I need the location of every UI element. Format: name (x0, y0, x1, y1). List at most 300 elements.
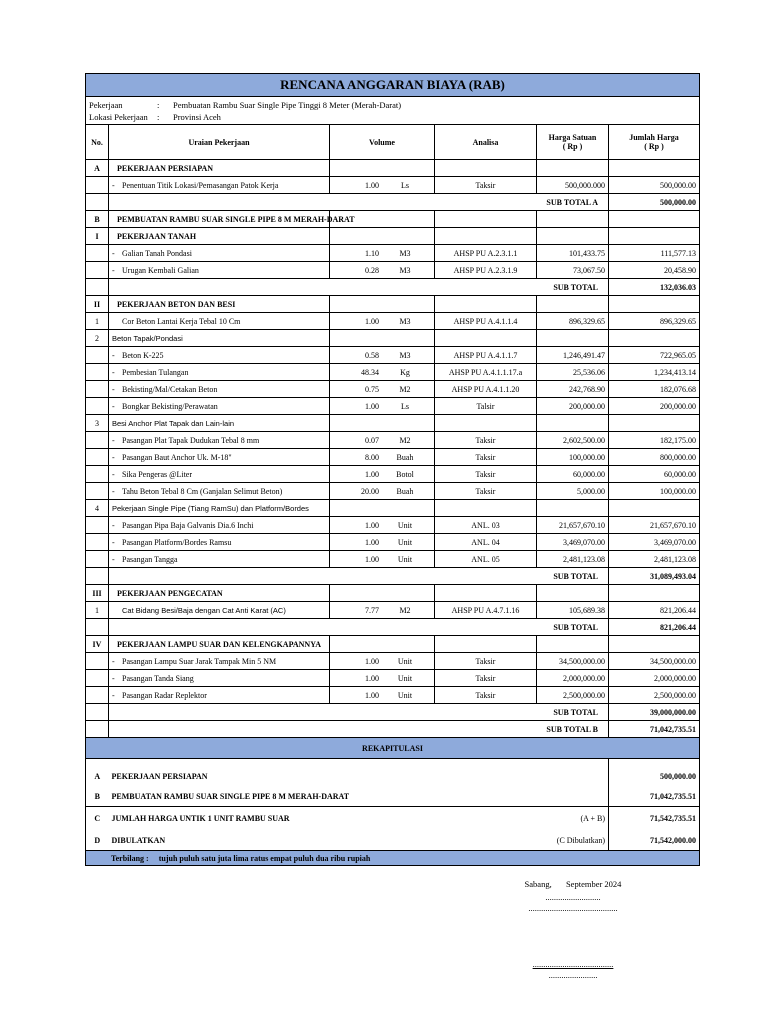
item-harga-satuan: 3,469,070.00 (537, 534, 609, 551)
item-volume (330, 381, 435, 398)
empty-cell (330, 636, 435, 653)
item-harga-satuan: 2,500,000.00 (537, 687, 609, 704)
item-bullet: - (112, 690, 115, 700)
item-description (109, 517, 330, 534)
empty-cell (537, 211, 609, 228)
item-description (109, 262, 330, 279)
subtotal-value: 71,042,735.51 (609, 721, 700, 738)
rekap-row-a (86, 767, 700, 787)
item-jumlah-harga: 2,000,000.00 (609, 670, 700, 687)
pekerjaan-colon: : (157, 99, 160, 110)
table-row (86, 653, 700, 670)
item-harga-satuan: 200,000.00 (537, 398, 609, 415)
section-row (86, 211, 700, 228)
item-bullet: - (112, 384, 115, 394)
item-jumlah-harga: 2,481,123.08 (609, 551, 700, 568)
item-analisa: Taksir (435, 177, 537, 194)
item-text: Bongkar Bekisting/Perawatan (122, 401, 218, 411)
subtotal-row (86, 194, 700, 211)
empty-cell (609, 160, 700, 177)
item-bullet: - (112, 520, 115, 530)
item-harga-satuan: 101,433.75 (537, 245, 609, 262)
empty-cell (537, 500, 609, 517)
item-description (109, 551, 330, 568)
header-no: No. (86, 125, 109, 160)
item-text: Pasangan Baut Anchor Uk. M-18" (122, 452, 232, 462)
item-harga-satuan: 1,246,491.47 (537, 347, 609, 364)
header-jumlah-harga (609, 125, 700, 160)
item-description (109, 483, 330, 500)
item-jumlah-harga: 20,458.90 (609, 262, 700, 279)
row-no: B (86, 211, 109, 228)
terbilang (86, 851, 700, 866)
item-jumlah-harga: 100,000.00 (609, 483, 700, 500)
lokasi-value: Provinsi Aceh (173, 111, 221, 122)
signature-place-date (500, 879, 646, 889)
item-harga-satuan: 5,000.00 (537, 483, 609, 500)
header-volume: Volume (330, 125, 435, 160)
empty-cell (609, 500, 700, 517)
empty-cell (537, 585, 609, 602)
item-analisa: AHSP PU A.4.1.1.7 (435, 347, 537, 364)
table-row (86, 551, 700, 568)
empty-cell (609, 415, 700, 432)
volume-value: 0.28 (365, 265, 379, 275)
item-harga-satuan: 60,000.00 (537, 466, 609, 483)
item-bullet: - (112, 180, 115, 190)
empty-cell (537, 228, 609, 245)
empty-cell (609, 228, 700, 245)
project-info (86, 97, 700, 125)
table-row (86, 449, 700, 466)
table-row (86, 364, 700, 381)
item-bullet: - (112, 248, 115, 258)
item-analisa: ANL. 05 (435, 551, 537, 568)
item-jumlah-harga: 182,076.68 (609, 381, 700, 398)
table-row (86, 177, 700, 194)
terbilang-row (86, 851, 700, 866)
group-row (86, 415, 700, 432)
volume-value: 0.75 (365, 384, 379, 394)
item-description (109, 347, 330, 364)
table-row (86, 347, 700, 364)
volume-unit: M3 (399, 265, 411, 275)
item-harga-satuan: 2,000,000.00 (537, 670, 609, 687)
header-harga-satuan (537, 125, 609, 160)
item-analisa: Taksir (435, 466, 537, 483)
item-text: Sika Pengeras @Liter (122, 469, 193, 479)
item-jumlah-harga: 722,965.05 (609, 347, 700, 364)
empty-cell (609, 211, 700, 228)
empty-cell (537, 415, 609, 432)
row-no (86, 466, 109, 483)
empty-cell (435, 296, 537, 313)
item-description (109, 602, 330, 619)
item-jumlah-harga: 800,000.00 (609, 449, 700, 466)
header-harga-satuan-unit: ( Rp ) (562, 142, 583, 151)
row-no (86, 483, 109, 500)
item-text: Penentuan Titik Lokasi/Pemasangan Patok Kerja (122, 180, 279, 190)
volume-unit: Unit (397, 690, 413, 700)
item-volume (330, 177, 435, 194)
item-text: Galian Tanah Pondasi (122, 248, 192, 258)
subtotal-value: 821,206.44 (609, 619, 700, 636)
item-analisa: AHSP PU A.4.1.1.20 (435, 381, 537, 398)
item-description (109, 398, 330, 415)
header-analisa: Analisa (435, 125, 537, 160)
row-no (86, 398, 109, 415)
table-row (86, 602, 700, 619)
item-volume (330, 364, 435, 381)
row-no: 1 (86, 602, 109, 619)
volume-unit: M3 (399, 248, 411, 258)
header-uraian: Uraian Pekerjaan (109, 125, 330, 160)
item-bullet: - (112, 452, 115, 462)
volume-unit: Unit (397, 537, 413, 547)
item-text: Cor Beton Lantai Kerja Tebal 10 Cm (122, 316, 241, 326)
row-no (86, 177, 109, 194)
empty-cell (609, 330, 700, 347)
empty-cell (609, 296, 700, 313)
rekap-c-note: (A + B) (537, 807, 609, 831)
section-title: PEKERJAAN LAMPU SUAR DAN KELENGKAPANNYA (109, 636, 330, 653)
volume-value: 1.00 (365, 469, 379, 479)
item-text: Pasangan Pipa Baja Galvanis Dia.6 Inchi (122, 520, 254, 530)
row-no (86, 653, 109, 670)
item-harga-satuan: 896,329.65 (537, 313, 609, 330)
item-volume (330, 313, 435, 330)
row-no: 1 (86, 313, 109, 330)
subtotal-label: SUB TOTAL (109, 279, 609, 296)
empty-cell (330, 228, 435, 245)
row-no (86, 432, 109, 449)
volume-value: 1.00 (365, 554, 379, 564)
row-no (86, 551, 109, 568)
table-row (86, 262, 700, 279)
subtotal-row (86, 721, 700, 738)
table-row (86, 687, 700, 704)
table-row (86, 534, 700, 551)
section-title: PEKERJAAN TANAH (109, 228, 330, 245)
item-volume (330, 653, 435, 670)
subtotal-value: 31,089,493.04 (609, 568, 700, 585)
item-description (109, 364, 330, 381)
item-jumlah-harga: 896,329.65 (609, 313, 700, 330)
item-jumlah-harga: 2,500,000.00 (609, 687, 700, 704)
item-description (109, 687, 330, 704)
table-row (86, 483, 700, 500)
item-text: Pasangan Tanda Siang (122, 673, 194, 683)
item-description (109, 313, 330, 330)
subtotal-value: 132,036.03 (609, 279, 700, 296)
section-row (86, 160, 700, 177)
item-volume (330, 687, 435, 704)
volume-value: 0.07 (365, 435, 379, 445)
item-bullet: - (112, 486, 115, 496)
rekap-c-no: C (86, 807, 109, 831)
lokasi-colon: : (157, 111, 160, 122)
item-harga-satuan: 2,481,123.08 (537, 551, 609, 568)
signature-line-1: .......................... (545, 892, 601, 902)
empty-cell (435, 636, 537, 653)
item-description (109, 653, 330, 670)
subtotal-value: 39,000,000.00 (609, 704, 700, 721)
rab-table (85, 73, 700, 866)
empty-cell (330, 330, 435, 347)
item-description (109, 381, 330, 398)
volume-unit: Unit (397, 673, 413, 683)
rekap-d-label: DIBULATKAN (109, 831, 537, 851)
row-no: 4 (86, 500, 109, 517)
item-bullet: - (112, 401, 115, 411)
signature-title: ....................... (548, 970, 598, 980)
signature-place: Sabang, (524, 879, 552, 889)
table-row (86, 432, 700, 449)
item-jumlah-harga: 821,206.44 (609, 602, 700, 619)
item-volume (330, 245, 435, 262)
item-text: Pasangan Plat Tapak Dudukan Tebal 8 mm (122, 435, 260, 445)
item-volume (330, 347, 435, 364)
signature-name: ...................................... (532, 959, 614, 969)
empty-cell (537, 160, 609, 177)
item-description (109, 534, 330, 551)
item-volume (330, 517, 435, 534)
empty-cell (86, 194, 109, 211)
empty-cell (86, 279, 109, 296)
row-no: 2 (86, 330, 109, 347)
item-text: Bekisting/Mal/Cetakan Beton (122, 384, 218, 394)
item-description (109, 670, 330, 687)
row-no (86, 262, 109, 279)
item-analisa: AHSP PU A.4.1.1.17.a (435, 364, 537, 381)
volume-value: 1.00 (365, 673, 379, 683)
item-analisa: ANL. 04 (435, 534, 537, 551)
item-jumlah-harga: 1,234,413.14 (609, 364, 700, 381)
empty-cell (330, 415, 435, 432)
item-analisa: Taksir (435, 449, 537, 466)
row-no (86, 687, 109, 704)
item-harga-satuan: 73,067.50 (537, 262, 609, 279)
rekap-c-value: 71,542,735.51 (609, 807, 700, 831)
item-text: Pasangan Radar Replektor (122, 690, 207, 700)
empty-cell (435, 211, 537, 228)
header-row (86, 125, 700, 160)
volume-value: 20.00 (361, 486, 379, 496)
volume-value: 1.10 (365, 248, 379, 258)
item-volume (330, 398, 435, 415)
section-title: PEMBUATAN RAMBU SUAR SINGLE PIPE 8 M MERAH-DARAT (109, 211, 330, 228)
section-row (86, 636, 700, 653)
item-text: Urugan Kembali Galian (122, 265, 199, 275)
item-volume (330, 483, 435, 500)
section-row (86, 585, 700, 602)
row-no (86, 670, 109, 687)
item-text: Tahu Beton Tebal 8 Cm (Ganjalan Selimut Beton) (122, 486, 283, 496)
volume-value: 1.00 (365, 316, 379, 326)
terbilang-value: tujuh puluh satu juta lima ratus empat puluh dua ribu rupiah (158, 853, 371, 863)
row-no (86, 245, 109, 262)
volume-unit: M3 (399, 316, 411, 326)
rekap-b-label: PEMBUATAN RAMBU SUAR SINGLE PIPE 8 M MERAH-DARAT (111, 791, 350, 801)
subtotal-value: 500,000.00 (609, 194, 700, 211)
subtotal-row (86, 619, 700, 636)
rekap-row-b (86, 787, 700, 807)
rekap-spacer (86, 759, 700, 767)
item-volume (330, 670, 435, 687)
item-text: Cat Bidang Besi/Baja dengan Cat Anti Karat (AC) (122, 605, 286, 615)
item-harga-satuan: 21,657,670.10 (537, 517, 609, 534)
volume-unit: Buah (396, 452, 414, 462)
empty-cell (330, 296, 435, 313)
subtotal-row (86, 568, 700, 585)
item-bullet: - (112, 367, 115, 377)
volume-unit: M3 (399, 350, 411, 360)
item-jumlah-harga: 111,577.13 (609, 245, 700, 262)
volume-unit: Unit (397, 520, 413, 530)
row-no (86, 517, 109, 534)
table-row (86, 398, 700, 415)
item-harga-satuan: 500,000.000 (537, 177, 609, 194)
group-title: Beton Tapak/Pondasi (109, 330, 330, 347)
empty-cell (537, 330, 609, 347)
item-description (109, 245, 330, 262)
item-jumlah-harga: 182,175.00 (609, 432, 700, 449)
volume-unit: M2 (399, 605, 411, 615)
item-analisa: AHSP PU A.4.7.1.16 (435, 602, 537, 619)
volume-value: 1.00 (365, 537, 379, 547)
volume-value: 48.34 (361, 367, 379, 377)
empty-cell (435, 160, 537, 177)
item-analisa: Taksir (435, 687, 537, 704)
item-volume (330, 551, 435, 568)
item-volume (330, 534, 435, 551)
group-title: Pekerjaan Single Pipe (Tiang RamSu) dan Platform/Bordes (109, 500, 330, 517)
item-analisa: Taksir (435, 483, 537, 500)
item-bullet: - (112, 350, 115, 360)
rekap-a-value: 500,000.00 (609, 767, 700, 787)
subtotal-label: SUB TOTAL A (109, 194, 609, 211)
volume-unit: Ls (401, 401, 409, 411)
item-text: Pembesian Tulangan (122, 367, 189, 377)
row-no (86, 449, 109, 466)
header-harga-satuan-label: Harga Satuan (548, 133, 597, 142)
volume-unit: Unit (397, 554, 413, 564)
lokasi-label: Lokasi Pekerjaan (89, 111, 148, 122)
section-row (86, 296, 700, 313)
rekap-row-d (86, 831, 700, 851)
rekap-row-c (86, 807, 700, 831)
item-harga-satuan: 25,536.06 (537, 364, 609, 381)
item-harga-satuan: 2,602,500.00 (537, 432, 609, 449)
empty-cell (537, 296, 609, 313)
rekap-d-no: D (86, 831, 109, 851)
title-row (86, 74, 700, 97)
item-bullet: - (112, 469, 115, 479)
empty-cell (435, 415, 537, 432)
signature-line-2: .......................................... (528, 903, 618, 913)
volume-value: 0.58 (365, 350, 379, 360)
item-jumlah-harga: 500,000.00 (609, 177, 700, 194)
row-no (86, 381, 109, 398)
item-bullet: - (112, 554, 115, 564)
group-title: Besi Anchor Plat Tapak dan Lain-lain (109, 415, 330, 432)
table-row (86, 245, 700, 262)
section-title: PEKERJAAN PENGECATAN (109, 585, 330, 602)
table-row (86, 517, 700, 534)
item-harga-satuan: 100,000.00 (537, 449, 609, 466)
volume-value: 8.00 (365, 452, 379, 462)
pekerjaan-label: Pekerjaan (89, 99, 123, 110)
empty-cell (330, 585, 435, 602)
item-bullet: - (112, 537, 115, 547)
header-jumlah-harga-label: Jumlah Harga (629, 133, 679, 142)
empty-cell (86, 568, 109, 585)
rekap-d-note: (C Dibulatkan) (537, 831, 609, 851)
rekap-c-label: JUMLAH HARGA UNTIK 1 UNIT RAMBU SUAR (109, 807, 537, 831)
item-analisa: Taksir (435, 670, 537, 687)
table-row (86, 670, 700, 687)
volume-value: 1.00 (365, 180, 379, 190)
item-description (109, 466, 330, 483)
empty-cell (435, 585, 537, 602)
item-text: Pasangan Platform/Bordes Ramsu (122, 537, 232, 547)
item-bullet: - (112, 435, 115, 445)
item-bullet: - (112, 673, 115, 683)
item-harga-satuan: 34,500,000.00 (537, 653, 609, 670)
item-description (109, 432, 330, 449)
empty-cell (609, 636, 700, 653)
subtotal-label: SUB TOTAL (109, 619, 609, 636)
empty-cell (86, 721, 109, 738)
table-row (86, 466, 700, 483)
empty-cell (435, 228, 537, 245)
volume-unit: Kg (400, 367, 410, 377)
group-row (86, 500, 700, 517)
section-row (86, 228, 700, 245)
terbilang-label: Terbilang : (111, 853, 149, 863)
rekap-a-no: A (86, 767, 109, 787)
row-no (86, 534, 109, 551)
item-analisa: AHSP PU A.2.3.1.1 (435, 245, 537, 262)
volume-unit: Botol (396, 469, 414, 479)
rekap-block (86, 738, 700, 866)
row-no (86, 364, 109, 381)
empty-cell (537, 636, 609, 653)
item-text: Pasangan Tangga (122, 554, 178, 564)
volume-value: 1.00 (365, 656, 379, 666)
row-no: II (86, 296, 109, 313)
rekap-b-value: 71,042,735.51 (609, 787, 700, 807)
row-no: 3 (86, 415, 109, 432)
subtotal-row (86, 704, 700, 721)
row-no (86, 347, 109, 364)
volume-unit: Buah (396, 486, 414, 496)
volume-unit: Ls (401, 180, 409, 190)
item-jumlah-harga: 34,500,000.00 (609, 653, 700, 670)
empty-cell (435, 330, 537, 347)
item-analisa: Talsir (435, 398, 537, 415)
item-bullet: - (112, 656, 115, 666)
volume-unit: Unit (397, 656, 413, 666)
subtotal-label: SUB TOTAL (109, 568, 609, 585)
signature-date: September 2024 (565, 879, 622, 889)
item-volume (330, 449, 435, 466)
volume-value: 1.00 (365, 520, 379, 530)
section-title: PEKERJAAN PERSIAPAN (109, 160, 330, 177)
empty-cell (435, 500, 537, 517)
item-text: Pasangan Lampu Suar Jarak Tampak Min 5 NM (122, 656, 277, 666)
empty-cell (86, 619, 109, 636)
